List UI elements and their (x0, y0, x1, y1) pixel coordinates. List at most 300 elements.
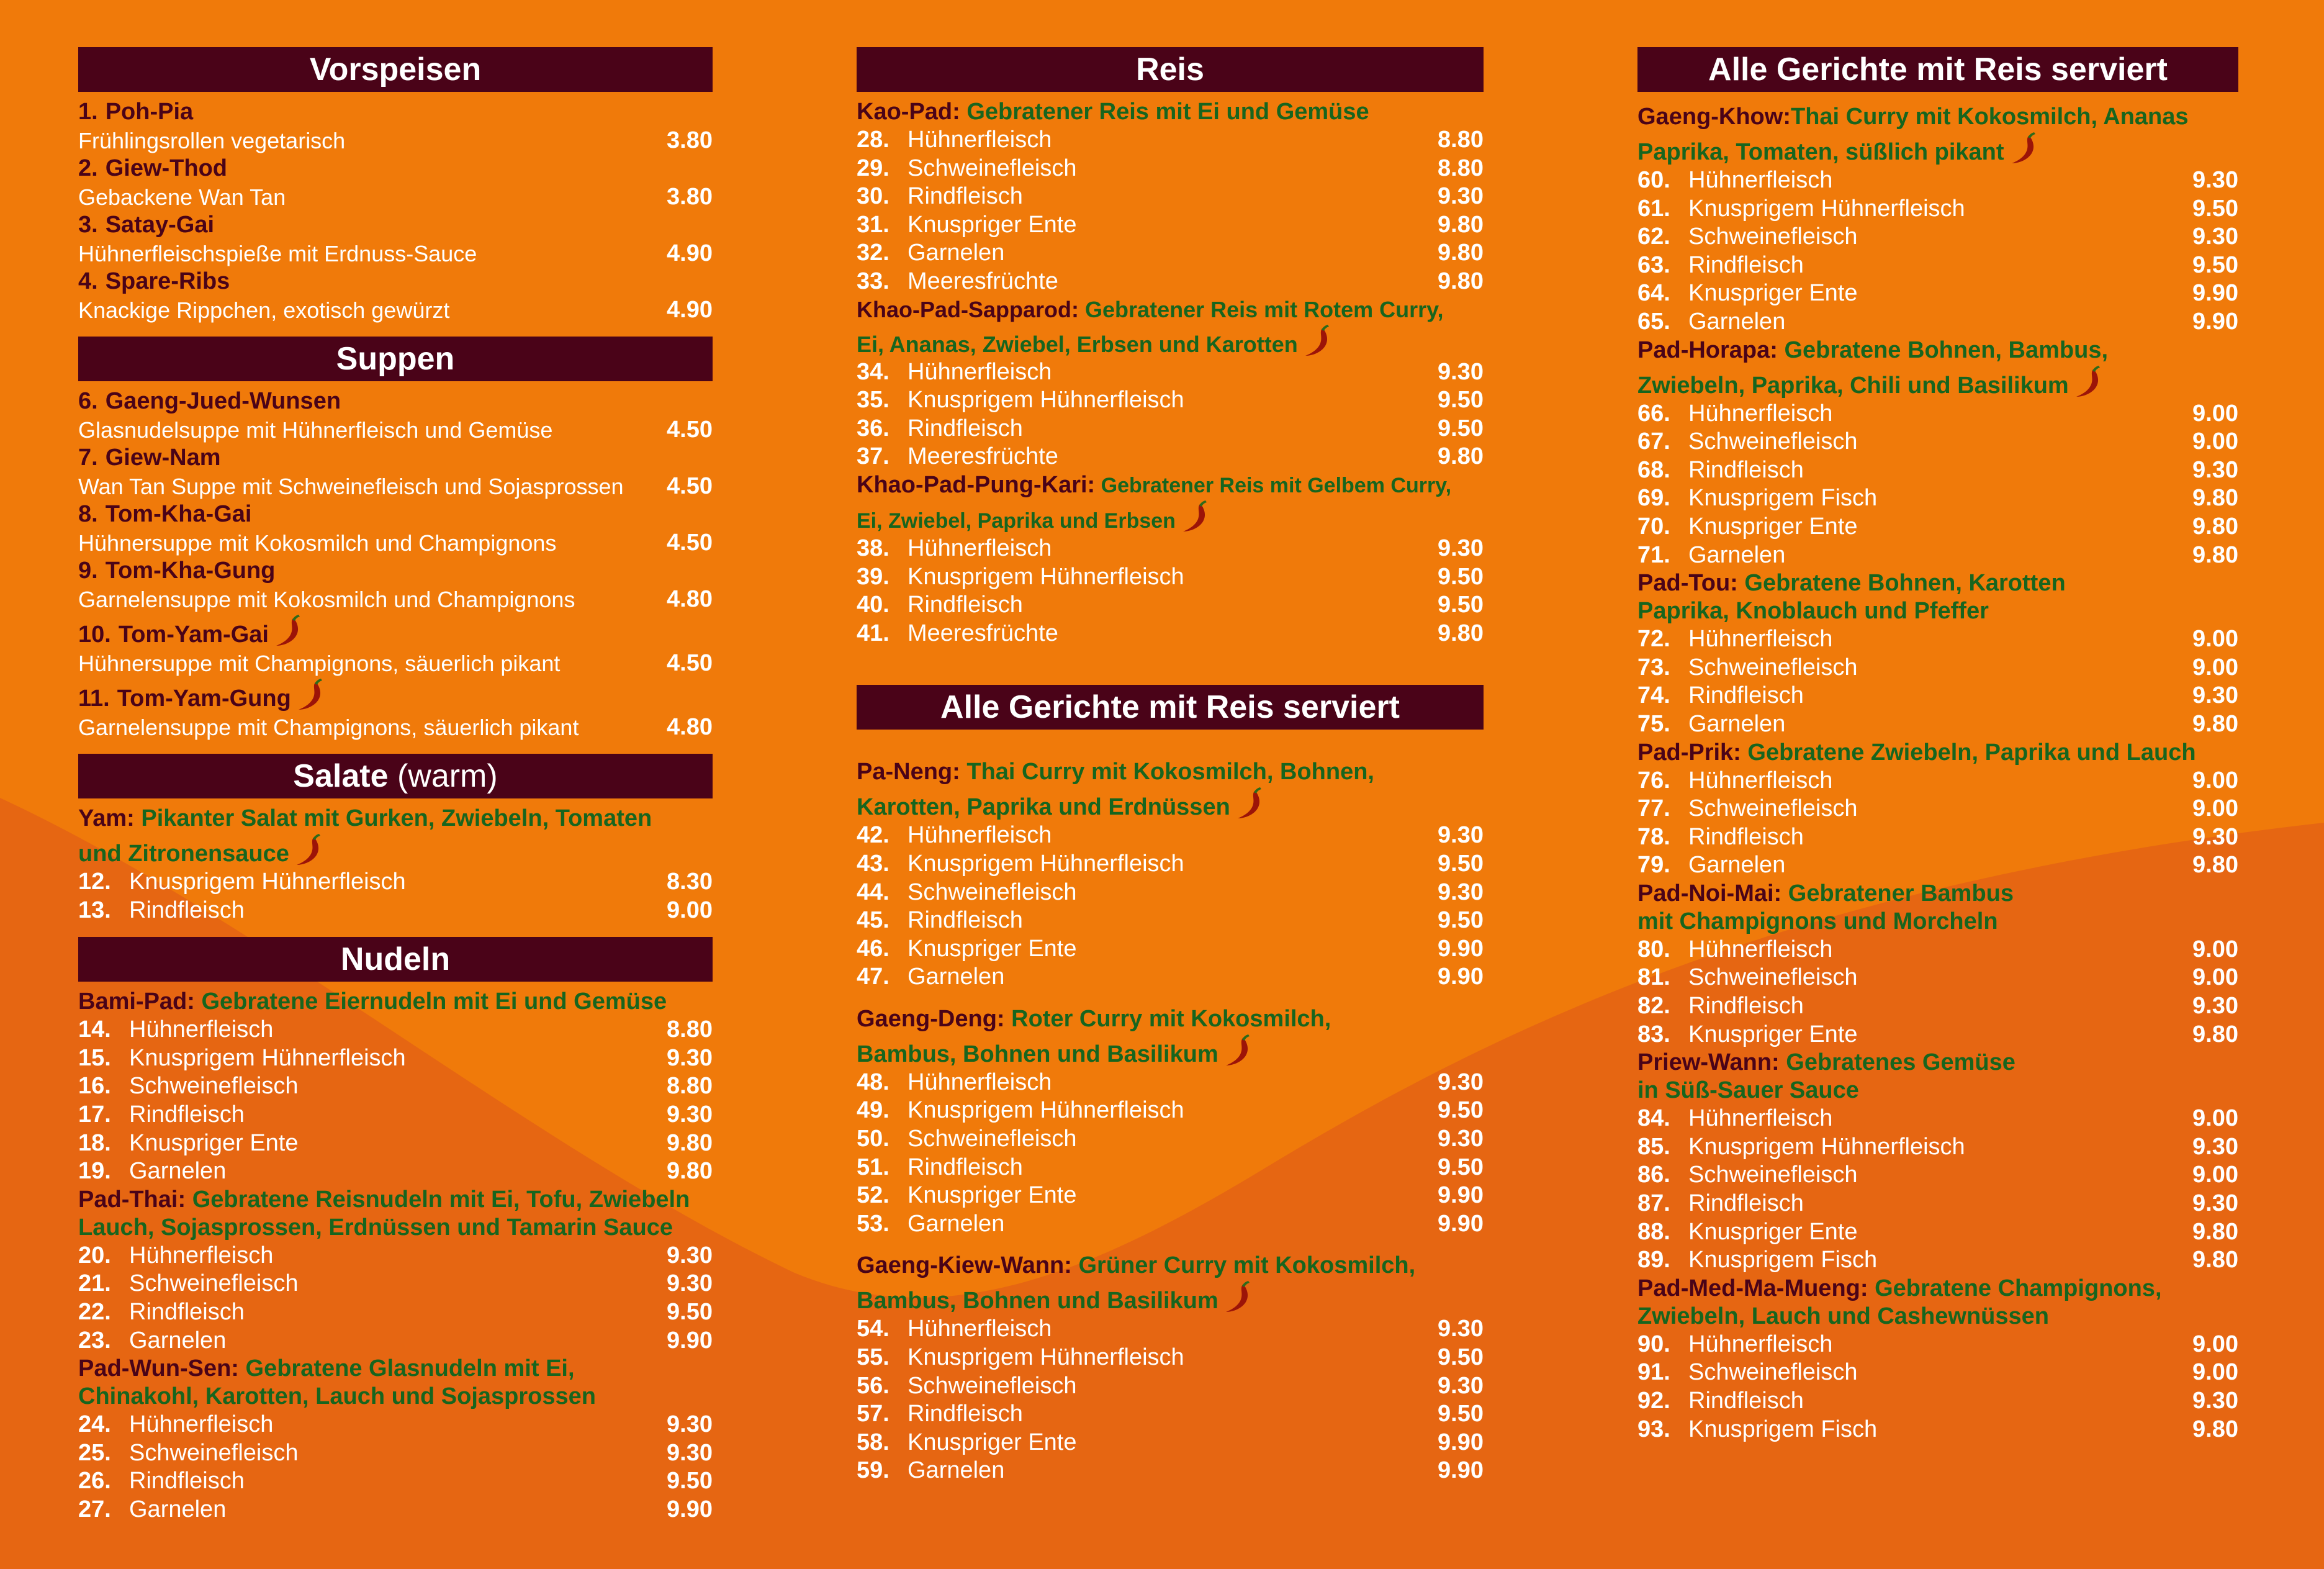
menu-row (857, 1125, 1484, 1154)
item-name: Hühnerfleisch (129, 1242, 274, 1268)
item-number: 78. (1637, 823, 1670, 850)
item-number: 47. (857, 964, 890, 990)
dish-description: Paprika, Tomaten, süßlich pikant (1637, 139, 2004, 165)
item-price: 9.90 (2192, 308, 2238, 335)
dish-title: Pad-Wun-Sen: (78, 1355, 239, 1382)
item-number: 81. (1637, 964, 1670, 991)
item-name: Garnelen (129, 1327, 227, 1354)
item-name: Rindfleisch (1688, 456, 1804, 483)
item-price: 9.50 (1438, 1344, 1484, 1371)
dish-price: 4.80 (667, 586, 713, 612)
item-number: 58. (857, 1429, 890, 1455)
item-number: 88. (1637, 1218, 1670, 1245)
menu-row (78, 1411, 713, 1439)
dish-number: 9. (78, 558, 98, 584)
menu-row (857, 935, 1484, 964)
item-number: 72. (1637, 626, 1670, 653)
menu-row (78, 1242, 713, 1270)
item-name: Schweinefleisch (1688, 964, 1858, 991)
dish-description: Gebratene Zwiebeln, Paprika und Lauch (1747, 739, 2196, 766)
item-number: 85. (1637, 1133, 1670, 1160)
section-reis (857, 98, 1484, 648)
menu-row (1637, 1161, 2238, 1190)
dish-description: Wan Tan Suppe mit Schweinefleisch und Sojasprossen (78, 473, 624, 499)
item-name: Knusprigem Fisch (1688, 485, 1878, 512)
dish-description: und Zitronensauce (78, 841, 289, 867)
item-number: 54. (857, 1316, 890, 1342)
item-number: 76. (1637, 767, 1670, 794)
item-price: 9.80 (2192, 1247, 2238, 1273)
item-number: 80. (1637, 936, 1670, 962)
dish-name (78, 500, 713, 529)
item-name: Garnelen (1688, 852, 1786, 879)
dish-description: Gebratenes Gemüse (1786, 1049, 2015, 1076)
item-name: Schweinefleisch (129, 1073, 299, 1100)
item-name: Hühnerfleisch (1688, 936, 1833, 962)
menu-row (857, 821, 1484, 850)
menu-column-2 (857, 47, 1484, 1485)
item-price: 9.80 (2192, 485, 2238, 512)
menu-column-1 (78, 47, 713, 1524)
dish-description: Hühnersuppe mit Champignons, säuerlich pikant (78, 650, 561, 676)
section-title-alle-gerichte: Alle Gerichte mit Reis serviert (857, 685, 1484, 730)
menu-row (1637, 456, 2238, 485)
dish-header (1637, 739, 2238, 767)
item-number: 29. (857, 155, 890, 181)
dish-description: Gebratene Eiernudeln mit Ei und Gemüse (201, 988, 667, 1015)
item-number: 27. (78, 1496, 111, 1522)
item-number: 24. (78, 1411, 111, 1438)
item-number: 90. (1637, 1331, 1670, 1357)
menu-row (857, 1429, 1484, 1457)
dish-description: Frühlingsrollen vegetarisch (78, 127, 346, 153)
item-name: Rindfleisch (1688, 1190, 1804, 1217)
item-price: 8.80 (1438, 127, 1484, 153)
item-price: 9.30 (2192, 1133, 2238, 1160)
item-number: 71. (1637, 541, 1670, 568)
item-name: Knuspriger Ente (908, 211, 1077, 238)
dish-number: 10. (78, 622, 111, 648)
dish-title: Khao-Pad-Sapparod: (857, 296, 1079, 322)
item-price: 9.90 (667, 1496, 713, 1522)
item-price: 9.00 (2192, 400, 2238, 427)
item-name: Knuspriger Ente (1688, 513, 1858, 540)
item-name: Hühnerfleisch (908, 127, 1052, 153)
item-name: Rindfleisch (908, 183, 1023, 210)
item-name: Hühnerfleisch (1688, 167, 1833, 193)
menu-row (1637, 308, 2238, 337)
item-number: 23. (78, 1327, 111, 1354)
menu-row (78, 1129, 713, 1158)
item-number: 30. (857, 183, 890, 210)
menu-row (857, 358, 1484, 387)
menu-row (1637, 279, 2238, 308)
item-price: 9.00 (2192, 626, 2238, 653)
item-number: 79. (1637, 852, 1670, 879)
dish-number: 4. (78, 268, 98, 294)
section-title-reis: Reis (857, 47, 1484, 92)
item-price: 9.50 (1438, 1154, 1484, 1180)
section-alle-gerichte-2 (1637, 98, 2238, 1444)
item-name: Rindfleisch (1688, 682, 1804, 709)
dish-description: Knackige Rippchen, exotisch gewürzt (78, 297, 450, 323)
dish-description: Roter Curry mit Kokosmilch, (1011, 1005, 1331, 1032)
item-number: 93. (1637, 1416, 1670, 1442)
dish-title: Giew-Nam (105, 445, 221, 471)
item-name: Rindfleisch (908, 1154, 1023, 1180)
item-name: Hühnerfleisch (129, 1016, 274, 1043)
dish-description: Ei, Ananas, Zwiebel, Erbsen und Karotten (857, 331, 1298, 357)
menu-row (78, 868, 713, 897)
dish-title: Khao-Pad-Pung-Kari: (857, 471, 1096, 498)
menu-row (857, 879, 1484, 907)
item-number: 21. (78, 1270, 111, 1297)
item-number: 51. (857, 1154, 890, 1180)
dish-description: Hühnerfleischspieße mit Erdnuss-Sauce (78, 240, 477, 266)
dish-title: Pad-Horapa: (1637, 337, 1778, 363)
dish-name (78, 444, 713, 473)
menu-row (857, 563, 1484, 592)
chili-icon (1222, 1280, 1254, 1314)
dish-row (78, 240, 713, 268)
dish-description: Pikanter Salat mit Gurken, Zwiebeln, Tomaten (141, 805, 652, 831)
dish-price: 4.50 (667, 416, 713, 443)
dish-description: mit Champignons und Morcheln (1637, 908, 1998, 934)
item-number: 69. (1637, 485, 1670, 512)
dish-title: Bami-Pad: (78, 988, 195, 1015)
menu-row (78, 1072, 713, 1101)
dish-title: Priew-Wann: (1637, 1049, 1780, 1076)
chili-icon (295, 677, 327, 712)
item-number: 66. (1637, 400, 1670, 427)
menu-row (1637, 428, 2238, 456)
dish-name (78, 211, 713, 240)
item-number: 53. (857, 1210, 890, 1237)
dish-header (1637, 1049, 2238, 1105)
item-number: 43. (857, 850, 890, 877)
dish-title: Pad-Med-Ma-Mueng: (1637, 1275, 1868, 1301)
item-number: 92. (1637, 1388, 1670, 1414)
item-price: 9.50 (1438, 1097, 1484, 1124)
dish-number: 6. (78, 388, 98, 414)
dish-description: Bambus, Bohnen und Basilikum (857, 1041, 1218, 1067)
item-name: Hühnerfleisch (1688, 1105, 1833, 1132)
item-number: 36. (857, 415, 890, 441)
section-title-text: Salate (293, 758, 389, 794)
item-name: Hühnerfleisch (908, 535, 1052, 561)
item-number: 14. (78, 1016, 111, 1043)
item-name: Knusprigem Hühnerfleisch (129, 869, 406, 895)
item-price: 9.50 (1438, 850, 1484, 877)
item-number: 87. (1637, 1190, 1670, 1217)
menu-row (78, 1157, 713, 1186)
item-number: 82. (1637, 993, 1670, 1020)
menu-row (78, 1270, 713, 1298)
item-number: 18. (78, 1129, 111, 1156)
dish-description: Thai Curry mit Kokosmilch, Ananas (1790, 104, 2189, 130)
dish-name (78, 387, 713, 416)
menu-row (857, 1096, 1484, 1125)
dish-row (78, 649, 713, 678)
menu-row (857, 183, 1484, 211)
item-number: 34. (857, 358, 890, 385)
item-price: 9.80 (1438, 443, 1484, 470)
item-name: Knusprigem Hühnerfleisch (908, 387, 1184, 414)
item-price: 9.80 (1438, 268, 1484, 294)
menu-row (1637, 1331, 2238, 1359)
dish-description: Hühnersuppe mit Kokosmilch und Champignons (78, 530, 557, 556)
dish-title: Tom-Yam-Gai (118, 622, 269, 648)
dish-name (78, 268, 713, 296)
item-number: 63. (1637, 251, 1670, 278)
item-price: 9.80 (2192, 541, 2238, 568)
chili-icon (2008, 131, 2040, 166)
item-price: 9.00 (667, 897, 713, 923)
section-title-vorspeisen: Vorspeisen (78, 47, 713, 92)
menu-row (1637, 1190, 2238, 1218)
item-name: Meeresfrüchte (908, 443, 1058, 470)
dish-description: Ei, Zwiebel, Paprika und Erbsen (857, 509, 1176, 533)
dish-price: 4.50 (667, 529, 713, 556)
item-number: 15. (78, 1044, 111, 1071)
item-name: Rindfleisch (908, 415, 1023, 441)
item-number: 12. (78, 869, 111, 895)
item-number: 17. (78, 1101, 111, 1128)
item-price: 9.80 (1438, 620, 1484, 646)
item-number: 32. (857, 240, 890, 266)
item-price: 9.30 (667, 1411, 713, 1438)
menu-row (857, 1315, 1484, 1344)
menu-row (857, 1210, 1484, 1239)
dish-title: Gaeng-Deng: (857, 1005, 1005, 1032)
menu-row (857, 239, 1484, 268)
menu-row (857, 1457, 1484, 1485)
item-name: Knusprigem Hühnerfleisch (908, 850, 1184, 877)
dish-title: Pad-Noi-Mai: (1637, 880, 1782, 907)
menu-row (857, 907, 1484, 935)
menu-row (78, 1101, 713, 1129)
menu-row (857, 1344, 1484, 1372)
dish-title: Tom-Kha-Gung (105, 558, 276, 584)
dish-price: 4.50 (667, 473, 713, 499)
item-number: 13. (78, 897, 111, 923)
item-name: Schweinefleisch (1688, 224, 1858, 250)
dish-description: Gebratene Bohnen, Karotten (1744, 570, 2066, 597)
menu-row (1637, 964, 2238, 992)
item-number: 67. (1637, 428, 1670, 455)
menu-row (1637, 1387, 2238, 1416)
item-name: Knusprigem Hühnerfleisch (1688, 195, 1965, 222)
dish-description: Bambus, Bohnen und Basilikum (857, 1288, 1218, 1314)
item-number: 26. (78, 1468, 111, 1494)
menu-row (1637, 682, 2238, 710)
item-price: 9.30 (667, 1242, 713, 1268)
item-price: 9.30 (1438, 1069, 1484, 1095)
item-number: 37. (857, 443, 890, 470)
section-suppen (78, 387, 713, 741)
menu-row (857, 591, 1484, 620)
item-price: 9.80 (2192, 1416, 2238, 1442)
section-salate (78, 805, 713, 925)
menu-row (1637, 400, 2238, 428)
item-price: 9.50 (1438, 907, 1484, 934)
item-price: 9.00 (2192, 795, 2238, 822)
menu-row (857, 155, 1484, 183)
menu-row (1637, 223, 2238, 251)
item-name: Knusprigem Hühnerfleisch (908, 1344, 1184, 1371)
dish-number: 11. (78, 685, 110, 712)
item-number: 73. (1637, 654, 1670, 681)
menu-row (1637, 1105, 2238, 1133)
item-name: Schweinefleisch (129, 1439, 299, 1466)
item-number: 33. (857, 268, 890, 294)
item-name: Hühnerfleisch (908, 822, 1052, 849)
dish-description: Gebratene Glasnudeln mit Ei, (245, 1355, 575, 1382)
item-number: 62. (1637, 224, 1670, 250)
item-name: Hühnerfleisch (129, 1411, 274, 1438)
item-number: 70. (1637, 513, 1670, 540)
item-number: 20. (78, 1242, 111, 1268)
item-price: 9.90 (1438, 964, 1484, 990)
menu-row (1637, 1246, 2238, 1275)
item-price: 9.30 (1438, 822, 1484, 849)
item-number: 45. (857, 907, 890, 934)
item-name: Knusprigem Fisch (1688, 1247, 1878, 1273)
menu-row (78, 1044, 713, 1073)
item-name: Schweinefleisch (1688, 795, 1858, 822)
dish-title: Tom-Kha-Gai (105, 501, 252, 527)
item-price: 8.80 (1438, 155, 1484, 181)
item-price: 9.30 (667, 1439, 713, 1466)
section-vorspeisen (78, 98, 713, 324)
item-number: 83. (1637, 1021, 1670, 1047)
item-price: 9.90 (1438, 935, 1484, 962)
item-name: Meeresfrüchte (908, 268, 1058, 294)
item-name: Hühnerfleisch (1688, 767, 1833, 794)
menu-row (1637, 1218, 2238, 1247)
item-number: 50. (857, 1126, 890, 1152)
chili-icon (1302, 323, 1334, 358)
dish-number: 8. (78, 501, 98, 527)
item-price: 9.50 (667, 1468, 713, 1494)
menu-row (1637, 541, 2238, 570)
menu-row (1637, 767, 2238, 795)
item-price: 8.80 (667, 1016, 713, 1043)
item-name: Rindfleisch (908, 907, 1023, 934)
item-name: Schweinefleisch (1688, 1359, 1858, 1386)
item-number: 52. (857, 1182, 890, 1209)
dish-header (857, 471, 1484, 535)
item-name: Schweinefleisch (129, 1270, 299, 1297)
chili-icon (1179, 499, 1212, 534)
item-price: 9.50 (1438, 415, 1484, 441)
dish-header (857, 758, 1484, 821)
dish-number: 3. (78, 212, 98, 238)
item-price: 9.90 (2192, 280, 2238, 307)
item-name: Rindfleisch (1688, 823, 1804, 850)
item-price: 9.90 (1438, 1457, 1484, 1484)
dish-description: Paprika, Knoblauch und Pfeffer (1637, 598, 1989, 625)
item-price: 9.00 (2192, 1162, 2238, 1188)
item-number: 55. (857, 1344, 890, 1371)
item-number: 38. (857, 535, 890, 561)
item-name: Rindfleisch (129, 897, 245, 923)
menu-row (1637, 710, 2238, 739)
item-price: 9.30 (2192, 456, 2238, 483)
dish-title: Pa-Neng: (857, 759, 960, 785)
menu-row (857, 535, 1484, 563)
dish-name (78, 677, 713, 713)
dish-title: Spare-Ribs (105, 268, 230, 294)
menu-row (1637, 195, 2238, 224)
item-price: 9.30 (1438, 358, 1484, 385)
menu-row (1637, 251, 2238, 280)
item-name: Garnelen (1688, 541, 1786, 568)
item-name: Schweinefleisch (908, 155, 1077, 181)
dish-row (78, 416, 713, 445)
item-name: Knuspriger Ente (908, 935, 1077, 962)
item-price: 9.30 (2192, 823, 2238, 850)
menu-row (857, 386, 1484, 415)
item-number: 75. (1637, 710, 1670, 737)
dish-description: Gebratene Bohnen, Bambus, (1784, 337, 2109, 363)
item-name: Rindfleisch (1688, 251, 1804, 278)
item-name: Garnelen (908, 240, 1005, 266)
item-number: 44. (857, 879, 890, 905)
item-name: Garnelen (129, 1496, 227, 1522)
item-name: Rindfleisch (1688, 993, 1804, 1020)
dish-title: Giew-Thod (105, 155, 228, 181)
item-price: 9.50 (1438, 387, 1484, 414)
item-name: Rindfleisch (908, 1401, 1023, 1427)
menu-row (78, 1439, 713, 1468)
item-price: 9.30 (2192, 682, 2238, 709)
item-price: 9.30 (2192, 1388, 2238, 1414)
item-price: 9.00 (2192, 1359, 2238, 1386)
dish-description: Zwiebeln, Paprika, Chili und Basilikum (1637, 372, 2069, 399)
item-name: Knuspriger Ente (908, 1429, 1077, 1455)
dish-description: Gebratener Reis mit Gelbem Curry, (1101, 473, 1452, 497)
item-name: Hühnerfleisch (1688, 1331, 1833, 1357)
item-number: 19. (78, 1158, 111, 1185)
dish-row (78, 529, 713, 558)
chili-icon (1222, 1033, 1254, 1068)
item-name: Schweinefleisch (1688, 428, 1858, 455)
menu-row (1637, 1416, 2238, 1444)
item-price: 9.00 (2192, 964, 2238, 991)
item-number: 57. (857, 1401, 890, 1427)
item-name: Schweinefleisch (908, 1126, 1077, 1152)
item-name: Rindfleisch (129, 1101, 245, 1128)
item-number: 86. (1637, 1162, 1670, 1188)
dish-title: Kao-Pad: (857, 99, 960, 125)
dish-description: Lauch, Sojasprossen, Erdnüssen und Tamarin Sauce (78, 1214, 673, 1241)
dish-header (1637, 1275, 2238, 1331)
item-name: Schweinefleisch (908, 1372, 1077, 1399)
chili-icon (293, 833, 325, 867)
dish-number: 1. (78, 99, 98, 125)
dish-number: 7. (78, 445, 98, 471)
item-price: 9.00 (2192, 428, 2238, 455)
dish-title: Tom-Yam-Gung (117, 685, 291, 712)
item-name: Schweinefleisch (1688, 654, 1858, 681)
menu-row (857, 1069, 1484, 1097)
item-number: 42. (857, 822, 890, 849)
dish-price: 3.80 (667, 127, 713, 153)
menu-row (857, 443, 1484, 471)
chili-icon (272, 613, 305, 648)
menu-row (1637, 1021, 2238, 1049)
